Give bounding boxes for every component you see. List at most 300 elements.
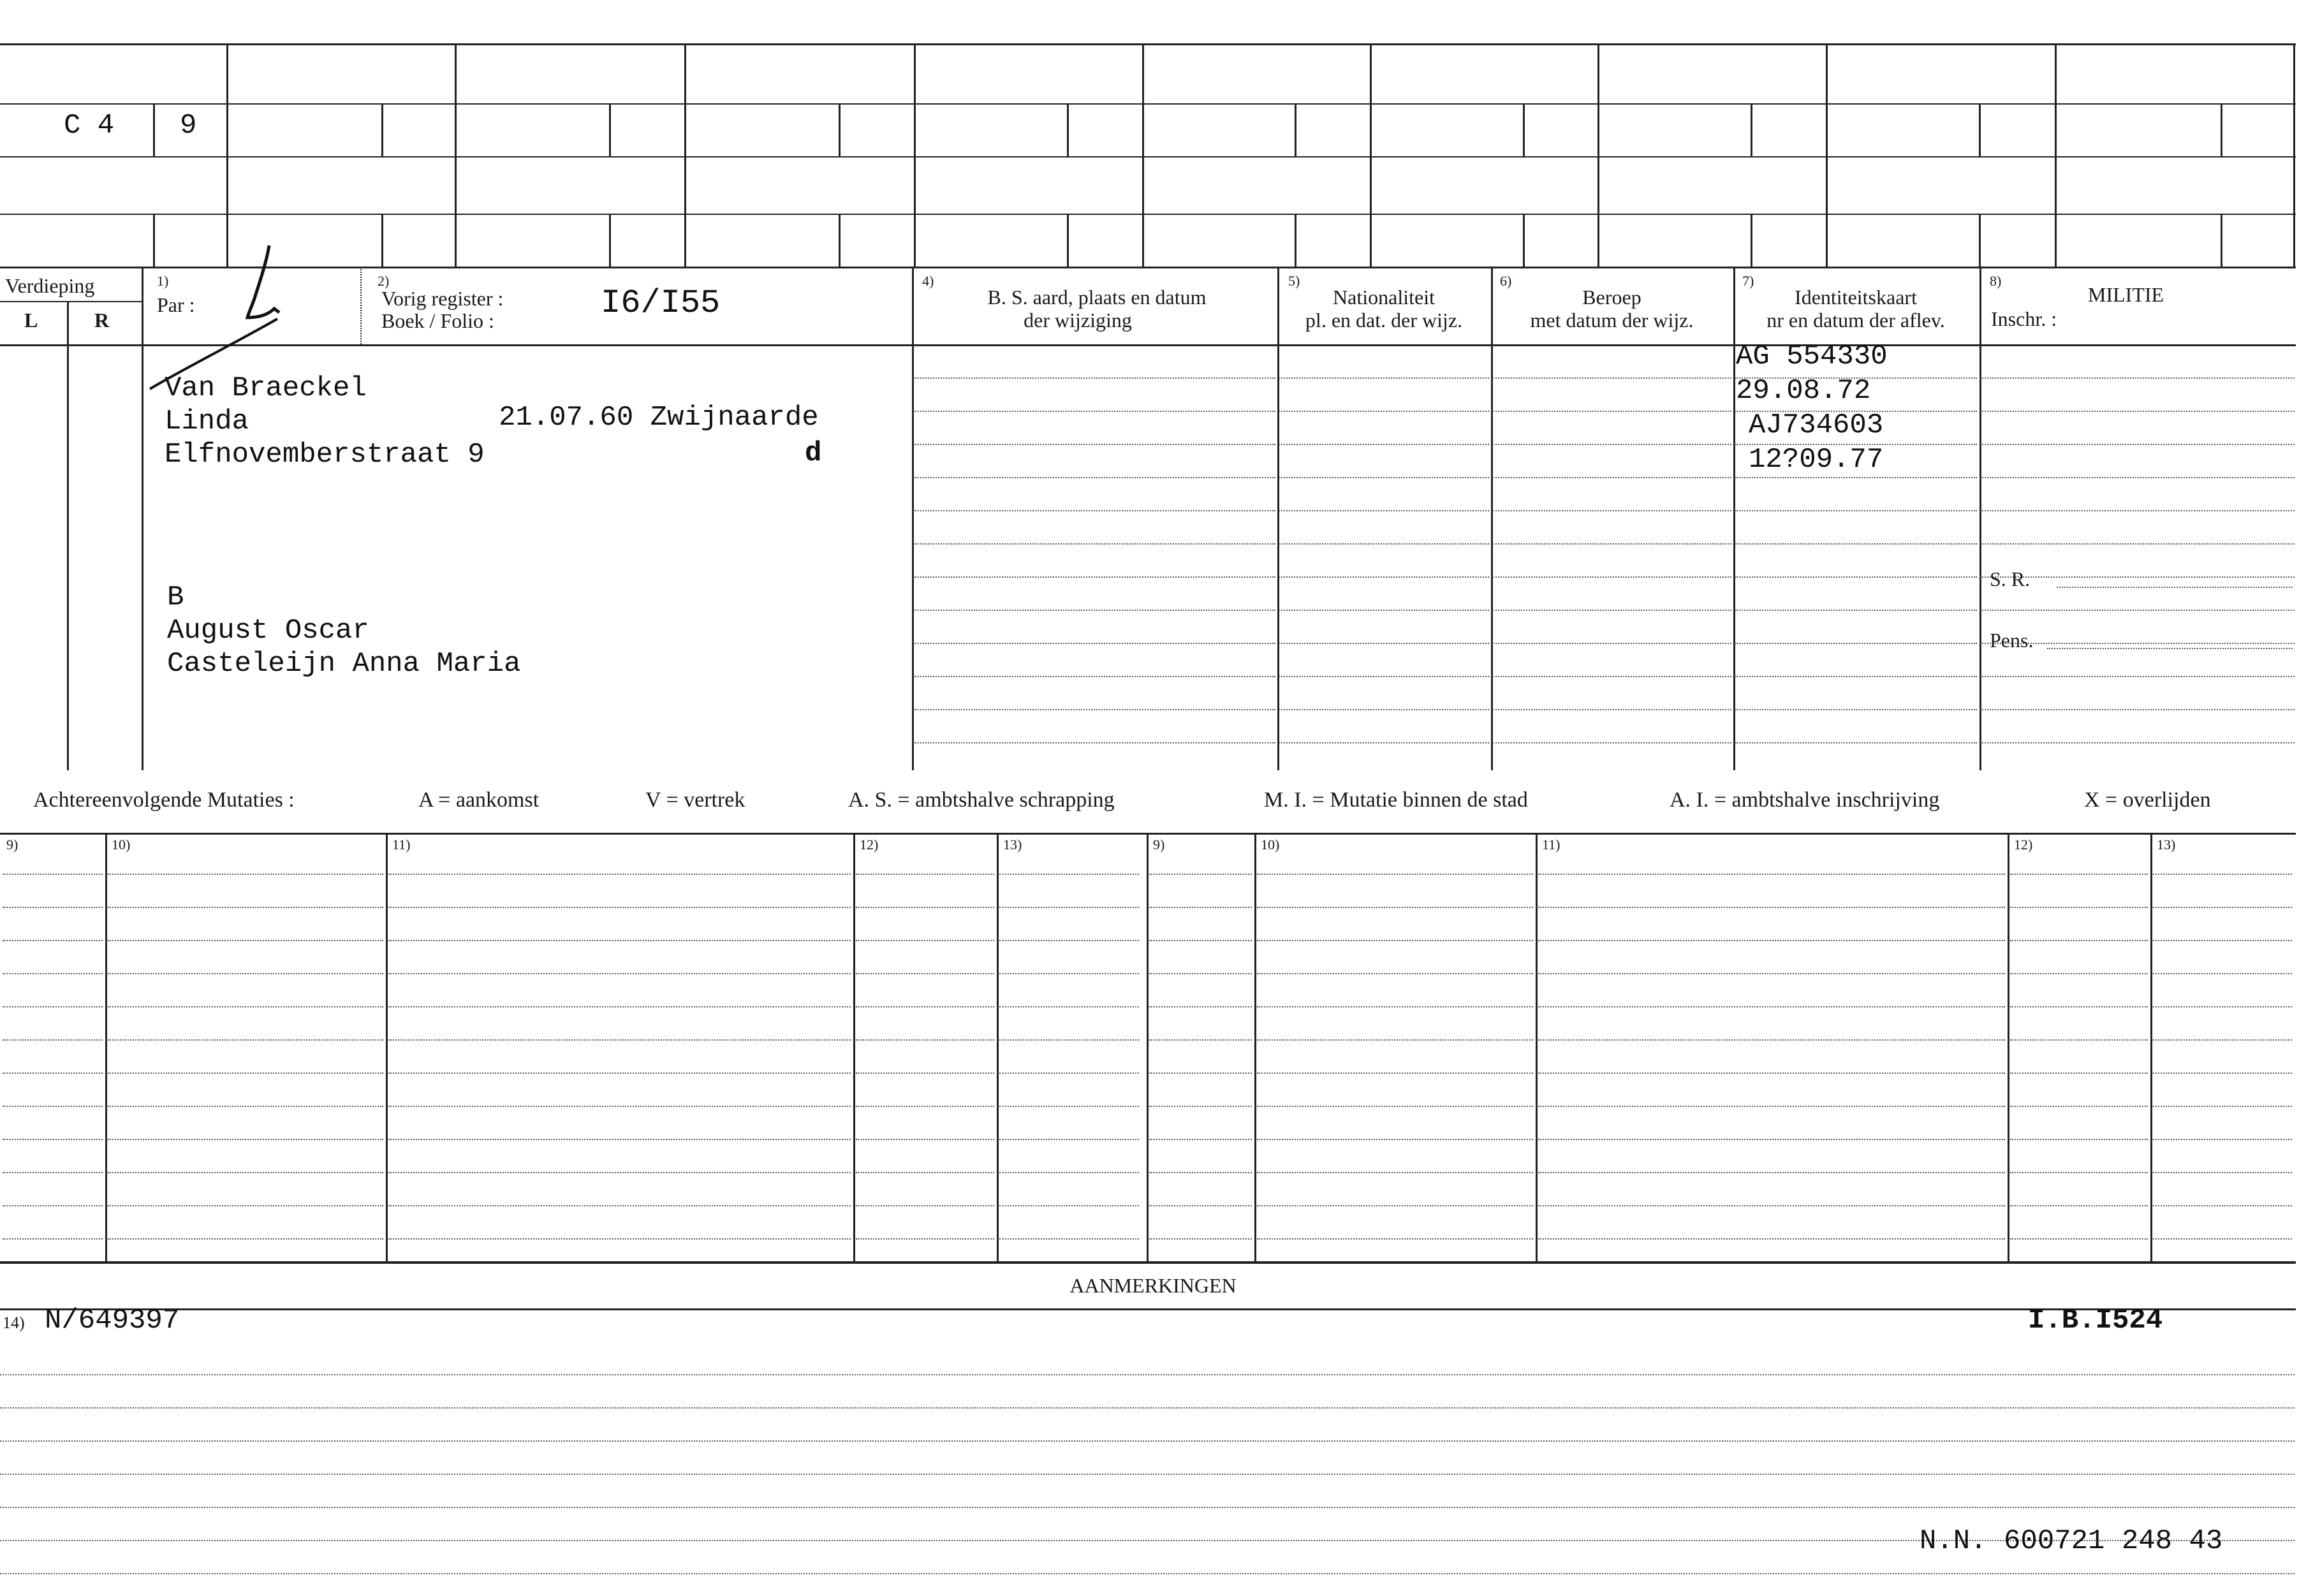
grid-subcol: [1295, 214, 1296, 267]
mutation-ruling: [2010, 1006, 2148, 1007]
mutation-ruling: [108, 1073, 383, 1074]
ruling-line: [1279, 676, 1489, 677]
mutation-ruling: [1149, 1172, 1252, 1173]
grid-subcol: [839, 103, 841, 156]
ruling-line: [1735, 643, 1977, 644]
mutation-ruling: [2010, 1106, 2148, 1107]
ruling-line: [1492, 610, 1731, 611]
mutation-ruling: [3, 1238, 103, 1240]
mutation-ruling: [999, 973, 1139, 974]
ruling-line: [1735, 576, 1977, 578]
mutation-ruling: [2010, 874, 2148, 875]
mutation-ruling: [3, 1006, 103, 1007]
ruling-line: [1735, 510, 1977, 511]
ruling-line: [1279, 709, 1489, 710]
mutation-ruling: [3, 874, 103, 875]
grid-subcol: [1295, 103, 1296, 156]
mutation-col-num: 10): [112, 837, 131, 853]
col-divider: [1277, 267, 1279, 770]
beroep-num: 6): [1500, 273, 1512, 289]
par-num: 1): [157, 273, 169, 289]
mutation-ruling: [1538, 940, 2005, 941]
header-top-rule: [0, 267, 2296, 268]
grid-col: [226, 43, 228, 267]
aanmerkingen-ruling: [0, 1440, 2295, 1442]
mutation-ruling: [999, 907, 1139, 908]
ruling-line: [1492, 543, 1731, 545]
ruling-line: [1982, 610, 2295, 611]
ruling-line: [913, 510, 1275, 511]
grid-col: [1826, 43, 1828, 267]
grid-subcol: [1523, 103, 1525, 156]
mutation-ruling: [1538, 1238, 2005, 1240]
person-nationality: B: [167, 582, 184, 613]
mutation-ruling: [3, 907, 103, 908]
grid-subcol: [1751, 214, 1752, 267]
mutation-ruling: [999, 1172, 1139, 1173]
mutation-ruling: [1149, 1039, 1252, 1041]
bs-line1: B. S. aard, plaats en datum: [987, 286, 1207, 309]
grid-subcol: [1067, 103, 1069, 156]
mutation-ruling: [108, 1039, 383, 1041]
grid-col: [2293, 43, 2295, 267]
aanmerkingen-ruling: [0, 1474, 2295, 1475]
mutation-col-divider: [1254, 833, 1256, 1261]
mutation-ruling: [2010, 940, 2148, 941]
ruling-line: [913, 676, 1275, 677]
mutation-ruling: [108, 940, 383, 941]
mutation-ruling: [1149, 940, 1252, 941]
mutation-col-divider: [853, 833, 855, 1261]
mutation-ruling: [1257, 1139, 1533, 1140]
mutation-ruling: [108, 1205, 383, 1206]
militie-sr: S. R.: [1990, 567, 2031, 590]
grid-col: [914, 43, 916, 267]
mutation-col-num: 11): [392, 837, 411, 853]
grid-subcol: [609, 103, 611, 156]
nat-line1: Nationaliteit: [1333, 286, 1435, 309]
mutation-ruling: [1149, 874, 1252, 875]
mutation-col-num: 12): [2014, 837, 2033, 853]
aanmerkingen-code: N/649397: [45, 1305, 180, 1336]
mutation-col-divider: [386, 833, 388, 1261]
legend-ai: A. I. = ambtshalve inschrijving: [1670, 788, 1940, 812]
id-card-3: AJ734603: [1749, 409, 1884, 441]
aanmerkingen-num: 14): [3, 1314, 25, 1332]
mutation-ruling: [388, 1039, 851, 1041]
mutation-ruling: [1149, 1073, 1252, 1074]
col-divider-lr: [67, 301, 69, 770]
ruling-line: [1279, 377, 1489, 379]
aanmerkingen-rule: [0, 1308, 2296, 1310]
top-rule: [0, 43, 2296, 45]
col-r-label: R: [94, 309, 110, 332]
mutation-ruling: [108, 1238, 383, 1240]
ruling-line: [1982, 411, 2295, 412]
mutation-ruling: [1257, 1172, 1533, 1173]
mutation-ruling: [1149, 1238, 1252, 1240]
legend-intro: Achtereenvolgende Mutaties :: [33, 788, 295, 812]
mutation-ruling: [856, 874, 994, 875]
grid-col: [1370, 43, 1372, 267]
mutation-ruling: [1257, 1039, 1533, 1041]
mutation-ruling: [1538, 874, 2005, 875]
mutation-ruling: [388, 940, 851, 941]
mutation-ruling: [1538, 1006, 2005, 1007]
ruling-line: [913, 610, 1275, 611]
mutation-ruling: [2153, 940, 2292, 941]
mutation-ruling: [999, 1006, 1139, 1007]
aanmerkingen-ruling: [0, 1374, 2295, 1375]
mutation-ruling: [388, 1205, 851, 1206]
mutation-ruling: [1149, 1139, 1252, 1140]
ruling-line: [1982, 709, 2295, 710]
mutation-ruling: [2153, 1205, 2292, 1206]
mutation-mid-divider: [1147, 833, 1149, 1261]
grid-col: [2055, 43, 2057, 267]
mutation-ruling: [1149, 1006, 1252, 1007]
top-code-b: 9: [180, 110, 197, 142]
mutation-ruling: [999, 1205, 1139, 1206]
grid-rule: [0, 214, 2296, 215]
vorig-num: 2): [378, 273, 390, 289]
national-number: N.N. 600721 248 43: [1920, 1525, 2223, 1557]
ruling-line: [1735, 543, 1977, 545]
grid-subcol: [153, 103, 155, 156]
ruling-line: [1492, 477, 1731, 478]
ruling-line: [1735, 477, 1977, 478]
mutation-ruling: [2153, 973, 2292, 974]
mutation-col-num: 13): [1003, 837, 1022, 853]
aanmerkingen-ruling: [0, 1407, 2295, 1409]
ruling-line: [1982, 444, 2295, 445]
mutation-ruling: [2153, 1073, 2292, 1074]
person-address: Elfnovemberstraat 9: [165, 439, 485, 471]
militie-pens: Pens.: [1990, 629, 2034, 652]
beroep-line1: Beroep: [1582, 286, 1641, 309]
aanmerkingen-title: AANMERKINGEN: [1069, 1274, 1237, 1297]
mutation-ruling: [108, 1172, 383, 1173]
person-birth: 21.07.60 Zwijnaarde: [499, 402, 819, 434]
mutation-ruling: [856, 1172, 994, 1173]
grid-rule: [0, 156, 2296, 157]
grid-subcol: [381, 214, 383, 267]
mutation-ruling: [999, 1238, 1139, 1240]
mutation-col-divider: [2008, 833, 2009, 1261]
mutation-ruling: [108, 973, 383, 974]
militie-title: MILITIE: [2088, 283, 2164, 306]
mutation-ruling: [2153, 1238, 2292, 1240]
id-card-2: 29.08.72: [1736, 375, 1871, 407]
verdieping-split: [0, 301, 142, 302]
mutation-ruling: [856, 1073, 994, 1074]
ruling-line: [1279, 543, 1489, 545]
mutation-ruling: [2153, 1172, 2292, 1173]
mutation-ruling: [108, 1006, 383, 1007]
id-line1: Identiteitskaart: [1795, 286, 1917, 309]
ruling-line: [1279, 411, 1489, 412]
mutation-ruling: [1149, 973, 1252, 974]
vorig-register-value: I6/I55: [601, 284, 721, 322]
ruling-line: [1492, 709, 1731, 710]
id-card-4: 12?09.77: [1749, 444, 1884, 476]
mutation-ruling: [2010, 1205, 2148, 1206]
col-divider: [1979, 267, 1981, 770]
col-divider: [1491, 267, 1493, 770]
mutation-ruling: [999, 1139, 1139, 1140]
mutation-ruling: [108, 907, 383, 908]
ruling-line: [913, 543, 1275, 545]
grid-subcol: [1523, 214, 1525, 267]
id-num: 7): [1742, 273, 1754, 289]
col-divider: [912, 267, 914, 770]
ruling-line: [1982, 510, 2295, 511]
mutation-ruling: [1257, 907, 1533, 908]
mutation-ruling: [388, 1172, 851, 1173]
top-code-a: C 4: [64, 110, 115, 142]
mutation-col-num: 13): [2157, 837, 2176, 853]
mutation-ruling: [856, 1039, 994, 1041]
par-label: Par :: [157, 293, 195, 316]
mutation-ruling: [388, 1073, 851, 1074]
mutation-ruling: [388, 874, 851, 875]
mutation-ruling: [999, 874, 1139, 875]
ruling-line: [913, 411, 1275, 412]
grid-col: [684, 43, 686, 267]
ruling-line: [1735, 742, 1977, 743]
mutation-ruling: [3, 1039, 103, 1041]
person-father: August Oscar: [167, 615, 369, 647]
ruling-line: [1279, 510, 1489, 511]
col-divider: [1733, 267, 1735, 770]
ruling-line: [1279, 643, 1489, 644]
ruling-line: [1492, 411, 1731, 412]
ruling-line: [913, 377, 1275, 379]
mutation-ruling: [1257, 1073, 1533, 1074]
grid-subcol: [1067, 214, 1069, 267]
header-bottom-rule: [0, 344, 2296, 346]
mutation-col-num: 12): [860, 837, 879, 853]
mutation-col-divider: [105, 833, 107, 1261]
mutation-ruling: [1538, 1139, 2005, 1140]
mil-num: 8): [1990, 273, 2002, 289]
person-surname: Van Braeckel: [165, 372, 367, 404]
ruling-line: [913, 643, 1275, 644]
ruling-line: [1982, 377, 2295, 379]
mutation-ruling: [388, 1139, 851, 1140]
militie-inschr: Inschr. :: [1991, 307, 2057, 330]
ruling-line: [1982, 742, 2295, 743]
ruling-line: [913, 576, 1275, 578]
mutation-col-num: 9): [1153, 837, 1165, 853]
ruling-line: [1735, 610, 1977, 611]
par-stroke: [143, 306, 284, 395]
mutation-ruling: [3, 1106, 103, 1107]
mutation-ruling: [3, 1073, 103, 1074]
id-card-1: AG 554330: [1736, 340, 1888, 372]
mutation-ruling: [999, 1073, 1139, 1074]
mutation-ruling: [856, 1006, 994, 1007]
ruling-line: [1279, 444, 1489, 445]
mutation-ruling: [3, 940, 103, 941]
grid-subcol: [839, 214, 841, 267]
mutation-ruling: [3, 1205, 103, 1206]
mutation-ruling: [1538, 1039, 2005, 1041]
mutation-ruling: [2153, 907, 2292, 908]
mutation-ruling: [388, 1238, 851, 1240]
grid-subcol: [1979, 214, 1981, 267]
mutation-ruling: [1538, 973, 2005, 974]
grid-subcol: [153, 214, 155, 267]
verdieping-label: Verdieping: [5, 274, 95, 297]
mutation-ruling: [388, 1106, 851, 1107]
nat-line2: pl. en dat. der wijz.: [1305, 309, 1463, 332]
mutation-ruling: [2010, 1238, 2148, 1240]
ruling-line: [1982, 543, 2295, 545]
mutation-ruling: [856, 907, 994, 908]
grid-subcol: [2221, 214, 2222, 267]
mutation-ruling: [1538, 1106, 2005, 1107]
legend-a: A = aankomst: [418, 788, 540, 812]
mutation-col-num: 11): [1542, 837, 1561, 853]
mutation-col-divider: [2150, 833, 2152, 1261]
grid-col: [1597, 43, 1599, 267]
mutation-ruling: [2010, 1073, 2148, 1074]
beroep-line2: met datum der wijz.: [1530, 309, 1694, 332]
mutation-col-num: 10): [1261, 837, 1280, 853]
ruling-line: [1982, 676, 2295, 677]
id-line2: nr en datum der aflev.: [1766, 309, 1945, 332]
mutation-ruling: [1257, 1205, 1533, 1206]
mutation-ruling: [1538, 1073, 2005, 1074]
ruling-line: [1492, 377, 1731, 379]
person-firstname: Linda: [165, 406, 249, 437]
grid-subcol: [1751, 103, 1752, 156]
col-divider: [360, 267, 362, 344]
aanmerkingen-ref: I.B.I524: [2028, 1305, 2163, 1336]
ruling-line: [913, 709, 1275, 710]
ruling-line: [1735, 676, 1977, 677]
mutation-ruling: [1257, 940, 1533, 941]
mutation-ruling: [108, 874, 383, 875]
mutation-ruling: [856, 1205, 994, 1206]
mutation-ruling: [388, 973, 851, 974]
boek-folio-label: Boek / Folio :: [381, 309, 494, 332]
col-l-label: L: [24, 309, 38, 332]
mutation-ruling: [108, 1106, 383, 1107]
mutation-ruling: [2010, 973, 2148, 974]
mutation-ruling: [3, 1139, 103, 1140]
legend-as: A. S. = ambtshalve schrapping: [848, 788, 1115, 812]
legend-v: V = vertrek: [645, 788, 745, 812]
grid-rule: [0, 103, 2296, 105]
vorig-register-label: Vorig register :: [381, 287, 504, 310]
grid-subcol: [1979, 103, 1981, 156]
mutation-ruling: [2010, 907, 2148, 908]
aanmerkingen-ruling: [0, 1573, 2295, 1574]
legend-mi: M. I. = Mutatie binnen de stad: [1264, 788, 1528, 812]
mutation-ruling: [2010, 1172, 2148, 1173]
grid-col: [455, 43, 457, 267]
mutation-ruling: [388, 907, 851, 908]
mutation-ruling: [1257, 1006, 1533, 1007]
legend-x: X = overlijden: [2084, 788, 2211, 812]
aanmerkingen-ruling: [0, 1507, 2295, 1508]
mutation-ruling: [2153, 874, 2292, 875]
mutation-ruling: [1538, 1205, 2005, 1206]
ruling-line: [1279, 576, 1489, 578]
mutation-ruling: [2010, 1039, 2148, 1041]
ruling-line: [1279, 610, 1489, 611]
ruling-line: [1735, 709, 1977, 710]
pens-line: [2047, 648, 2293, 649]
mutation-ruling: [1149, 907, 1252, 908]
ruling-line: [1492, 643, 1731, 644]
sr-line: [2057, 587, 2293, 588]
mutation-ruling: [108, 1139, 383, 1140]
ruling-line: [913, 477, 1275, 478]
ruling-line: [1492, 742, 1731, 743]
ruling-line: [1492, 444, 1731, 445]
mutation-ruling: [999, 1039, 1139, 1041]
mutation-ruling: [2153, 1106, 2292, 1107]
mutation-ruling: [2010, 1139, 2148, 1140]
mutation-ruling: [1149, 1205, 1252, 1206]
bs-line2: der wijziging: [1024, 309, 1132, 332]
mutation-col-divider: [1536, 833, 1538, 1261]
ruling-line: [1279, 742, 1489, 743]
mutation-ruling: [1257, 973, 1533, 974]
grid-subcol: [2221, 103, 2222, 156]
mutation-ruling: [1538, 907, 2005, 908]
person-sex: d: [805, 437, 822, 469]
ruling-line: [913, 444, 1275, 445]
mutation-ruling: [999, 1106, 1139, 1107]
grid-subcol: [609, 214, 611, 267]
mutation-ruling: [999, 940, 1139, 941]
mutation-ruling: [856, 973, 994, 974]
mutation-ruling: [1257, 874, 1533, 875]
grid-subcol: [381, 103, 383, 156]
mutation-ruling: [388, 1006, 851, 1007]
mutation-ruling: [856, 1238, 994, 1240]
mutation-ruling: [2153, 1006, 2292, 1007]
grid-col: [1142, 43, 1144, 267]
mutation-col-divider: [997, 833, 999, 1261]
ruling-line: [1492, 576, 1731, 578]
bs-num: 4): [922, 273, 934, 289]
mutation-ruling: [2153, 1039, 2292, 1041]
mutation-ruling: [1257, 1238, 1533, 1240]
mutation-bottom-rule: [0, 1261, 2296, 1264]
mutation-ruling: [856, 1139, 994, 1140]
mutation-ruling: [3, 973, 103, 974]
ruling-line: [1492, 676, 1731, 677]
nat-num: 5): [1288, 273, 1300, 289]
ruling-line: [913, 742, 1275, 743]
mutation-col-num: 9): [6, 837, 18, 853]
mutation-ruling: [856, 940, 994, 941]
mutation-ruling: [2153, 1139, 2292, 1140]
person-mother: Casteleijn Anna Maria: [167, 648, 521, 680]
ruling-line: [1279, 477, 1489, 478]
mutation-ruling: [1149, 1106, 1252, 1107]
ruling-line: [1492, 510, 1731, 511]
mutation-ruling: [856, 1106, 994, 1107]
mutation-ruling: [1538, 1172, 2005, 1173]
mutation-ruling: [1257, 1106, 1533, 1107]
ruling-line: [1982, 477, 2295, 478]
